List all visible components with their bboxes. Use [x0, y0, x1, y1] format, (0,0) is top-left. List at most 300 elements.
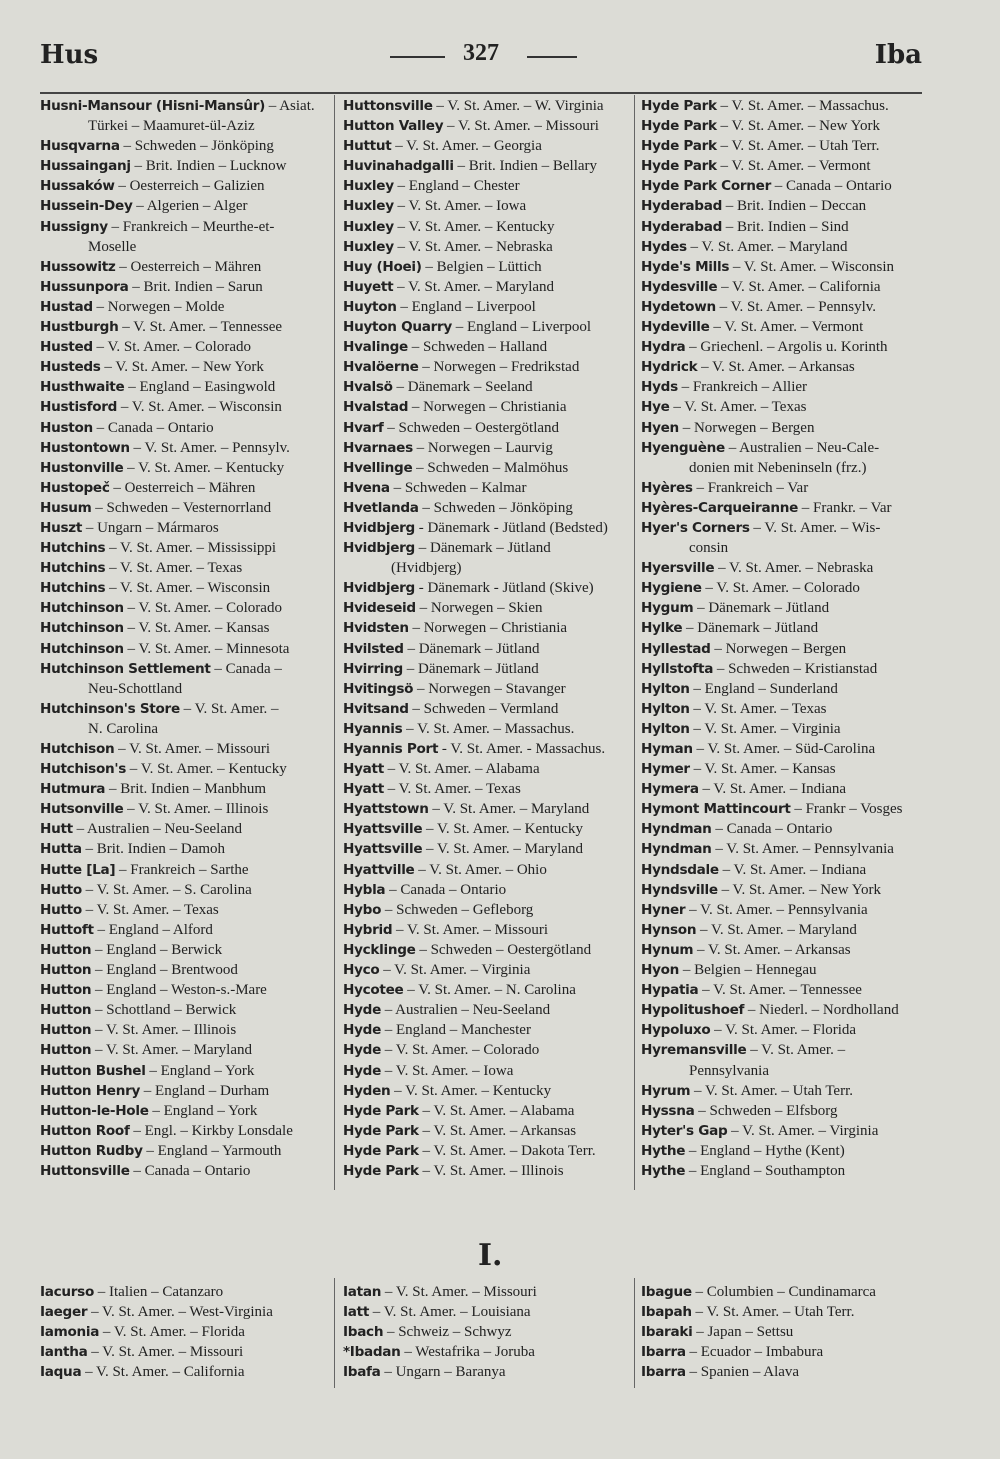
entry-headword: Husqvarna: [40, 138, 120, 155]
dictionary-entry: [40, 277, 315, 297]
dictionary-entry: [40, 819, 315, 839]
entry-location: – V. St. Amer. – Georgia: [391, 138, 542, 155]
entry-location: – Canada – Ontario: [92, 419, 214, 436]
entry-location: – England – Southampton: [685, 1162, 846, 1179]
entry-headword: Hussainganj: [40, 158, 131, 175]
entry-location: – V. St. Amer. – Maryland: [696, 921, 857, 938]
entry-location: – Schweden – Gefleborg: [381, 901, 534, 918]
entry-location: – V. St. Amer. – Massachus.: [716, 98, 889, 114]
entry-headword: Hvalinge: [343, 339, 408, 356]
entry-column-3: [641, 96, 903, 1181]
dictionary-entry: [40, 1000, 315, 1020]
entry-headword: Hye: [641, 399, 670, 416]
entry-location: – Frankreich – Var: [692, 479, 809, 496]
entry-headword: Hyères: [641, 479, 693, 496]
dictionary-entry: [641, 1161, 903, 1181]
dictionary-entry: [343, 1101, 608, 1121]
entry-headword: Hybrid: [343, 921, 393, 938]
entry-location: – V. St. Amer. – Iowa: [381, 1062, 514, 1079]
entry-headword: Hyde Park: [641, 138, 717, 155]
entry-location: – Canada – Ontario: [771, 178, 892, 195]
dictionary-entry: [641, 739, 903, 759]
entry-location: – Schweden – Jönköping: [119, 138, 274, 155]
entry-headword: Hyrum: [641, 1082, 691, 1099]
entry-location: – Schweden – Elfsborg: [694, 1102, 838, 1119]
dictionary-entry: [343, 116, 608, 136]
entry-headword: Iaeger: [40, 1304, 88, 1321]
entry-headword: Hutton Rudby: [40, 1142, 143, 1159]
entry-location: – England – Liverpool: [451, 319, 592, 336]
dictionary-entry: [641, 900, 903, 920]
dictionary-entry: [641, 618, 903, 638]
dictionary-entry: [343, 1282, 537, 1302]
dictionary-entry: [40, 1101, 315, 1121]
entry-headword: Ibarra: [641, 1364, 686, 1381]
dictionary-entry: [343, 136, 608, 156]
dictionary-entry: [641, 679, 903, 699]
entry-location: – Schottland – Berwick: [91, 1002, 237, 1019]
entry-headword: Hypatia: [641, 982, 699, 999]
entry-headword: Hydeville: [641, 319, 710, 336]
dictionary-entry: [40, 1061, 315, 1081]
entry-headword: Iacurso: [40, 1284, 95, 1300]
entry-headword: Hyannis: [343, 720, 403, 737]
entry-location: – V. St. Amer. – Maryland: [428, 801, 590, 818]
dictionary-entry: [40, 920, 315, 940]
entry-headword: Huston: [40, 419, 93, 436]
entry-location: – England – Sunderland: [689, 680, 838, 697]
entry-location: – Ecuador – Imbabura: [685, 1344, 824, 1361]
dictionary-entry: [641, 960, 903, 980]
entry-location: – V. St. Amer. – S. Carolina: [81, 881, 252, 898]
section-letter-heading: I.: [478, 1238, 503, 1273]
dictionary-entry: [343, 639, 608, 659]
entry-location: – V. St. Amer. – Missouri: [443, 118, 599, 135]
entry-location: – Schweden – Kalmar: [389, 479, 527, 496]
entry-headword: Hyde Park: [641, 158, 717, 175]
dictionary-entry: [641, 377, 903, 397]
dictionary-entry: [641, 1020, 903, 1040]
entry-headword: Hutchison: [40, 741, 115, 757]
dictionary-entry: [40, 699, 315, 719]
dictionary-entry: [40, 1081, 315, 1101]
entry-location: – V. St. Amer. – Arkansas: [697, 359, 855, 376]
entry-continuation: [40, 116, 315, 136]
entry-location: – V. St. Amer. – Minnesota: [123, 640, 290, 657]
entry-headword: Hussigny: [40, 218, 108, 235]
entry-location: – England – Liverpool: [396, 298, 536, 315]
dictionary-entry: [641, 337, 903, 357]
entry-location: – Oesterreich – Galizien: [114, 178, 265, 195]
entry-location: – V. St. Amer. – Missouri: [381, 1284, 537, 1300]
entry-location: – V. St. Amer. – Maryland: [686, 238, 848, 255]
entry-location: – V. St. Amer. – Pennsylv.: [129, 439, 290, 456]
dictionary-entry: [343, 1161, 608, 1181]
entry-location: – Brit. Indien – Deccan: [722, 198, 867, 215]
entry-headword: Hyman: [641, 741, 693, 757]
dictionary-entry: [641, 277, 903, 297]
entry-headword: Hutchison's: [40, 761, 127, 778]
entry-headword: Hutton Henry: [40, 1082, 141, 1099]
entry-location: – V. St. Amer. – Kansas: [689, 761, 836, 778]
dictionary-entry: [343, 799, 608, 819]
entry-headword: Hydrick: [641, 359, 698, 376]
entry-headword: Huttut: [343, 138, 392, 155]
dictionary-entry: [641, 1040, 903, 1060]
entry-location: – England – Easingwold: [124, 379, 276, 396]
entry-headword: Hvidbjerg: [343, 540, 415, 557]
dictionary-entry: [343, 297, 608, 317]
entry-headword: Hutton: [40, 1002, 92, 1019]
entry-headword: Hyden: [343, 1082, 391, 1099]
entry-location: – Canada – Ontario: [385, 881, 507, 898]
entry-continuation: [641, 538, 903, 558]
entry-headword: Hyon: [641, 962, 680, 979]
dictionary-entry: [641, 598, 903, 618]
entry-headword: Ibapah: [641, 1304, 692, 1321]
dictionary-entry: [40, 1342, 273, 1362]
entry-location: – England – York: [145, 1062, 255, 1079]
dictionary-entry: [641, 136, 903, 156]
entry-headword: Iatt: [343, 1304, 370, 1321]
dictionary-entry: [641, 518, 903, 538]
dictionary-entry: [343, 478, 608, 498]
entry-location: – Schweden – Malmöhus: [412, 459, 569, 476]
dictionary-entry: [40, 779, 315, 799]
dictionary-entry: [641, 156, 903, 176]
header-rule-right: [527, 56, 577, 58]
entry-headword: Hussaków: [40, 178, 115, 195]
entry-location: – Columbien – Cundinamarca: [691, 1284, 876, 1300]
dictionary-entry: [40, 618, 315, 638]
entry-headword: Hyde Park: [343, 1142, 419, 1159]
entry-location: – Norwegen – Laurvig: [412, 439, 553, 456]
entry-location: – Griechenl. – Argolis u. Korinth: [685, 339, 888, 356]
dictionary-entry: [641, 699, 903, 719]
dictionary-entry: [40, 538, 315, 558]
dictionary-entry: [343, 739, 608, 759]
entry-headword: Hutto: [40, 881, 82, 898]
entry-headword: Hyattstown: [343, 801, 429, 818]
entry-headword: Hvilsted: [343, 640, 404, 657]
entry-location: – Italien – Catanzaro: [94, 1284, 224, 1300]
entry-headword: Hyderabad: [641, 218, 722, 235]
entry-headword: Hypolitushoef: [641, 1002, 745, 1019]
entry-location: – Schweden – Jönköping: [418, 499, 573, 516]
entry-location: – V. St. Amer. – Kentucky: [390, 1082, 552, 1099]
entry-headword: Hutchins: [40, 540, 106, 557]
entry-headword: Hvitingsö: [343, 680, 414, 697]
dictionary-entry: [40, 799, 315, 819]
entry-continuation: [40, 237, 315, 257]
dictionary-entry: [343, 679, 608, 699]
entry-continuation-text: N. Carolina: [88, 720, 158, 737]
dictionary-entry: [40, 739, 315, 759]
entry-headword: Hvena: [343, 479, 390, 496]
i-entry-column-2: [343, 1282, 537, 1382]
column-divider: [334, 1278, 335, 1388]
dictionary-entry: [40, 980, 315, 1000]
dictionary-entry: [641, 357, 903, 377]
entry-headword: Hvalöerne: [343, 359, 419, 376]
entry-location: – V. St. Amer. – Missouri: [392, 921, 548, 938]
entry-headword: Hutton-le-Hole: [40, 1102, 149, 1119]
entry-location: – Oesterreich – Mähren: [115, 258, 262, 275]
header-rule-left: [390, 56, 445, 58]
entry-headword: Hyndman: [641, 821, 712, 838]
entry-location: – V. St. Amer. – Vermont: [716, 158, 871, 175]
dictionary-entry: [343, 277, 608, 297]
entry-headword: Hvidsten: [343, 620, 409, 637]
entry-location: – Brit. Indien – Manbhum: [105, 781, 267, 798]
dictionary-entry: [40, 196, 315, 216]
entry-location: – V. St. Amer. – Vermont: [709, 319, 864, 336]
entry-continuation-text: (Hvidbjerg): [391, 560, 462, 577]
entry-location: – V. St. Amer. –: [179, 700, 279, 717]
dictionary-entry: [343, 1141, 608, 1161]
dictionary-entry: [641, 196, 903, 216]
entry-location: – Norwegen – Skien: [415, 600, 543, 617]
dictionary-entry: [343, 860, 608, 880]
entry-location: – England – Berwick: [91, 941, 223, 958]
entry-location: – V. St. Amer. – Florida: [710, 1022, 857, 1039]
dictionary-entry: [641, 839, 903, 859]
entry-headword: Hutta: [40, 841, 82, 858]
entry-headword: Hutton Roof: [40, 1122, 130, 1139]
dictionary-entry: [343, 337, 608, 357]
entry-location: – Japan – Settsu: [692, 1324, 794, 1341]
entry-headword: Hythe: [641, 1162, 686, 1179]
entry-location: – V. St. Amer. – Süd-Carolina: [692, 741, 876, 757]
dictionary-entry: [641, 438, 903, 458]
dictionary-entry: [641, 860, 903, 880]
dictionary-entry: [40, 860, 315, 880]
entry-headword: Huttonsville: [40, 1162, 130, 1179]
entry-location: – V. St. Amer. – Virginia: [689, 720, 841, 737]
entry-headword: Hynum: [641, 941, 694, 958]
dictionary-entry: [40, 438, 315, 458]
entry-continuation-text: consin: [689, 540, 729, 557]
entry-headword: Iamonia: [40, 1324, 100, 1341]
dictionary-entry: [343, 1020, 608, 1040]
entry-location: – V. St. Amer. – Utah Terr.: [716, 138, 880, 155]
entry-location: – Schweden – Oestergötland: [415, 941, 592, 958]
entry-headword: Hustburgh: [40, 319, 119, 336]
entry-location: – England – York: [148, 1102, 258, 1119]
dictionary-entry: [40, 136, 315, 156]
dictionary-entry: [40, 297, 315, 317]
dictionary-entry: [641, 1121, 903, 1141]
entry-headword: Hustopeč: [40, 479, 110, 496]
entry-headword: Hyères-Carqueiranne: [641, 499, 799, 516]
entry-location: – V. St. Amer. – Kentucky: [422, 821, 583, 838]
dictionary-entry: [641, 1101, 903, 1121]
dictionary-entry: [343, 759, 608, 779]
entry-headword: Hydes: [641, 238, 687, 255]
entry-headword: Iaqua: [40, 1364, 82, 1381]
entry-headword: Hyde Park: [343, 1162, 419, 1179]
entry-headword: Hylke: [641, 620, 683, 637]
dictionary-entry: [40, 377, 315, 397]
entry-location: – V. St. Amer. – Wis-: [749, 519, 881, 536]
dictionary-entry: [343, 920, 608, 940]
header-divider: [40, 92, 922, 94]
dictionary-entry: [343, 176, 608, 196]
dictionary-entry: [40, 558, 315, 578]
entry-location: – V. St. Amer. – Pennsylvania: [685, 901, 868, 918]
entry-location: – England – Manchester: [381, 1022, 531, 1039]
entry-headword: Hvirring: [343, 660, 403, 677]
entry-continuation-text: Neu-Schottland: [88, 680, 183, 697]
entry-headword: Hustonville: [40, 459, 124, 476]
entry-headword: Hvarnaes: [343, 439, 413, 456]
entry-location: – V. St. Amer. – Colorado: [381, 1042, 540, 1059]
dictionary-entry: [343, 397, 608, 417]
entry-location: – Dänemark – Jütland: [682, 620, 819, 637]
entry-location: – V. St. Amer. – Kentucky: [126, 761, 287, 778]
entry-location: – Brit. Indien – Sarun: [128, 278, 263, 295]
entry-headword: Hvalstad: [343, 399, 409, 416]
entry-location: – Frankreich – Allier: [677, 379, 808, 396]
entry-headword: Hyatt: [343, 761, 384, 778]
entry-headword: Hutchinson Settlement: [40, 660, 211, 677]
dictionary-entry: [641, 1322, 876, 1342]
entry-headword: Hyde Park Corner: [641, 178, 771, 195]
dictionary-entry: [343, 538, 608, 558]
dictionary-entry: [343, 1061, 608, 1081]
entry-headword: Hyen: [641, 419, 679, 436]
entry-location: – Brit. Indien – Sind: [722, 218, 849, 235]
header-left-keyword: Hus: [40, 40, 99, 70]
column-divider: [634, 1278, 635, 1388]
entry-location: – V. St. Amer. – Maryland: [422, 841, 583, 858]
entry-headword: Hyndsville: [641, 881, 718, 898]
entry-headword: Hygiene: [641, 580, 702, 597]
entry-headword: Hyndman: [641, 841, 712, 858]
entry-headword: Hydetown: [641, 298, 716, 315]
dictionary-entry: [641, 1302, 876, 1322]
dictionary-entry: [641, 1362, 876, 1382]
dictionary-entry: [343, 980, 608, 1000]
entry-headword: Hyde: [343, 1062, 381, 1079]
entry-headword: Hyde: [343, 1002, 381, 1019]
dictionary-entry: [641, 176, 903, 196]
entry-location: – V. St. Amer. – New York: [100, 359, 264, 376]
dictionary-entry: [343, 659, 608, 679]
entry-headword: Huvinahadgalli: [343, 158, 454, 175]
entry-location: – V. St. Amer. – Arkansas: [693, 941, 851, 958]
dictionary-entry: [343, 900, 608, 920]
dictionary-entry: [343, 377, 608, 397]
entry-location: – Ungarn – Baranya: [380, 1364, 506, 1381]
entry-headword: Hutmura: [40, 781, 106, 798]
dictionary-entry: [40, 900, 315, 920]
dictionary-entry: [343, 940, 608, 960]
dictionary-entry: [343, 699, 608, 719]
dictionary-entry: [343, 518, 608, 538]
dictionary-entry: [343, 719, 608, 739]
entry-location: – Canada –: [210, 660, 282, 677]
entry-location: – Spanien – Alava: [685, 1364, 800, 1381]
dictionary-entry: [343, 1121, 608, 1141]
entry-headword: Hyssna: [641, 1102, 695, 1119]
column-divider: [334, 95, 335, 1190]
entry-headword: Hutchins: [40, 580, 106, 597]
entry-location: – V. St. Amer. – Utah Terr.: [691, 1304, 855, 1321]
entry-headword: Hypoluxo: [641, 1022, 711, 1039]
entry-headword: Hyds: [641, 379, 678, 396]
entry-headword: Hvarf: [343, 419, 384, 436]
entry-headword: Hutchinson: [40, 620, 124, 637]
entry-headword: Huxley: [343, 198, 394, 215]
entry-location: – V. St. Amer. – Colorado: [92, 339, 252, 356]
entry-headword: Iatan: [343, 1284, 382, 1300]
entry-location: – Westafrika – Joruba: [400, 1344, 535, 1361]
entry-location: – Frankr. – Var: [798, 499, 892, 516]
entry-location: – V. St. Amer. – Maryland: [393, 278, 555, 295]
entry-location: – Norwegen – Christiania: [408, 399, 567, 416]
entry-headword: Iantha: [40, 1344, 88, 1361]
entry-headword: Hycklinge: [343, 941, 416, 958]
entry-headword: Hutton: [40, 1042, 92, 1059]
entry-location: – Algerien – Alger: [132, 198, 248, 215]
entry-headword: Hybla: [343, 881, 386, 898]
entry-headword: Huxley: [343, 218, 394, 235]
entry-headword: Hutto: [40, 901, 82, 918]
dictionary-entry: [343, 1302, 537, 1322]
dictionary-entry: [343, 237, 608, 257]
dictionary-entry: [343, 96, 608, 116]
dictionary-entry: [343, 779, 608, 799]
entry-headword: Hydra: [641, 339, 686, 356]
entry-continuation: [641, 458, 903, 478]
entry-headword: Hyer's Corners: [641, 519, 750, 536]
i-entry-column-1: [40, 1282, 273, 1382]
dictionary-entry: [343, 1362, 537, 1382]
entry-location: – V. St. Amer. – Iowa: [393, 198, 527, 215]
entry-location: – Belgien – Hennegau: [679, 962, 817, 979]
dictionary-entry: [641, 418, 903, 438]
entry-location: – V. St. Amer. – Texas: [81, 901, 219, 918]
entry-headword: Hylton: [641, 720, 690, 737]
entry-headword: Hyde Park: [641, 118, 717, 135]
entry-location: – Oesterreich – Mähren: [109, 479, 256, 496]
entry-headword: Hyde's Mills: [641, 258, 730, 275]
dictionary-entry: [40, 940, 315, 960]
entry-headword: Husteds: [40, 359, 101, 376]
entry-headword: Hyner: [641, 901, 686, 918]
dictionary-entry: [40, 1322, 273, 1342]
dictionary-entry: [40, 839, 315, 859]
entry-location: – V. St. Amer. – Texas: [669, 399, 807, 416]
entry-headword: Hyremansville: [641, 1042, 747, 1059]
entry-headword: Ibaraki: [641, 1324, 693, 1341]
dictionary-entry: [641, 297, 903, 317]
entry-headword: Hyde Park: [343, 1122, 419, 1139]
dictionary-entry: [641, 920, 903, 940]
entry-location: – Dänemark – Jütland: [403, 640, 540, 657]
entry-location: - V. St. Amer. - Massachus.: [438, 741, 606, 757]
dictionary-entry: [40, 1141, 315, 1161]
entry-headword: Husum: [40, 499, 92, 516]
entry-headword: Huxley: [343, 178, 394, 195]
dictionary-entry: [641, 1342, 876, 1362]
entry-location: – Belgien – Lüttich: [421, 258, 542, 275]
dictionary-entry: [343, 1322, 537, 1342]
entry-location: – V. St. Amer. – Texas: [689, 700, 827, 717]
entry-location: – Brit. Indien – Bellary: [453, 158, 598, 175]
entry-location: – V. St. Amer. – Wisconsin: [105, 580, 271, 597]
